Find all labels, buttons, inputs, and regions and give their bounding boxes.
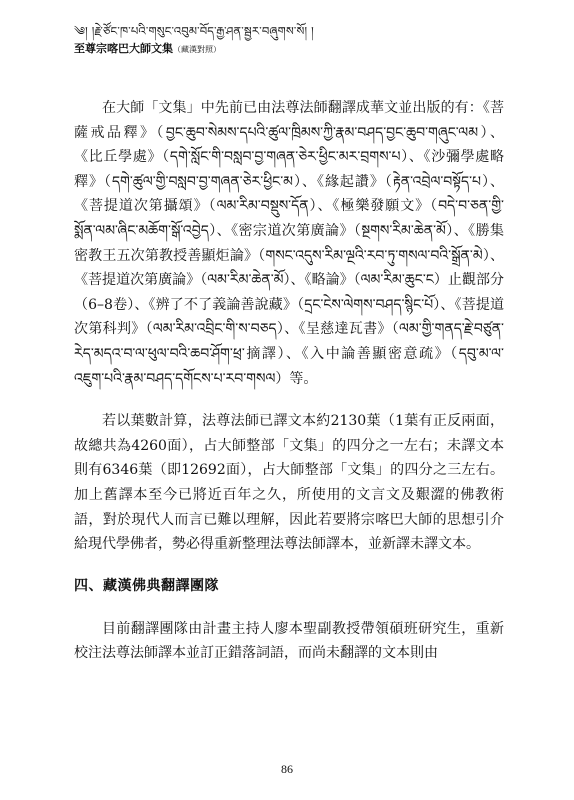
section-heading: 四、藏漢佛典翻譯團隊 [74,577,219,594]
page-number: 86 [281,762,293,776]
header-subtitle: （藏漢對照） [173,45,221,54]
header-tibetan-title: ༄། །རྗེ་ཙོང་ཁ་པའི་གསུང་འབུམ་བོད་རྒྱ་ཤན་སྦྱར་བཞུགས་སོ། ། [74,24,314,38]
header-chinese-title [74,41,514,57]
header-title-text: 至尊宗喀巴大師文集 [74,42,173,55]
paragraph-translated-works: 在大師「文集」中先前已由法尊法師翻譯成華文並出版的有：《菩薩戒品釋》（བྱང་ཆུབ་སེམས་དཔའི་ཚུལ་ཁྲིམས་ཀྱི་རྣམ་བཤད་བྱང་ཆུབ་གཞུང་ལམ）、《比丘學處》（དགེ་སློང་གི་བསླབ་བྱ་གཞན་ཅེར་ཕྱིང་མར་བྲགས་པ）、《沙彌學處略釋》（དགེ་ཚུལ་གྱི་བསླབ་བྱ་གཞན་ཅེར་ཕྱིང་མ）、《緣起讚》（རྟེན་འབྲེལ་བསྟོད་པ）、《菩提道次第攝頌》（ལམ་རིམ་བསྡུས་དོན）、《極樂發願文》（བདེ་བ་ཅན་གྱི་སྨོན་ལམ་ཞིང་མཆོག་སྒོ་འབྱེད）、《密宗道次第廣論》（སྔགས་རིམ་ཆེན་མོ）、《勝集密教王五次第教授善顯炬論》（གསང་འདུས་རིམ་ལྔའི་རབ་ཏུ་གསལ་བའི་སྒྲོན་མེ）、《菩提道次第廣論》（ལམ་རིམ་ཆེན་མོ）、《略論》（ལམ་རིམ་ཆུང་ང）止觀部分（6–8卷）、《辨了不了義論善說藏》（དྲང་ངེས་ལེགས་བཤད་སྙིང་པོ）、《菩提道次第科判》（ལམ་རིམ་འབྲིང་གི་ས་བཅད）、《呈慈達瓦書》（ལམ་གྱི་གནད་རྗེ་བཙུན་རེད་མདའ་བ་ལ་ཕུལ་བའི་ཆབ་ཤོག་ཕྲ་摘譯）、《入中論善顯密意疏》（དབུ་མ་ལ་འཇུག་པའི་རྣམ་བཤད་དགོངས་པ་རབ་གསལ）等。 [74,100,504,387]
paragraph-folio-statistics: 若以葉數計算，法尊法師已譯文本約2130葉（1葉有正反兩面，故總共為4260面），占大師整部「文集」的四分之一左右；未譯文本則有6346葉（即12692面），占大師整部「文集」的四分之三左右。加上舊譯本至今已將近百年之久，所使用的文言文及艱澀的佛教術語，對於現代人而言已難以理解，因此若要將宗喀巴大師的思想引介給現代學佛者，勢必得重新整理法尊法師譯本，並新譯未譯文本。 [74,413,504,553]
main-body [74,96,504,684]
running-header [74,24,514,57]
paragraph-translation-team: 目前翻譯團隊由計畫主持人廖本聖副教授帶領碩班研究生，重新校注法尊法師譯本並訂正錯落詞語，而尚未翻譯的文本則由 [74,620,504,662]
